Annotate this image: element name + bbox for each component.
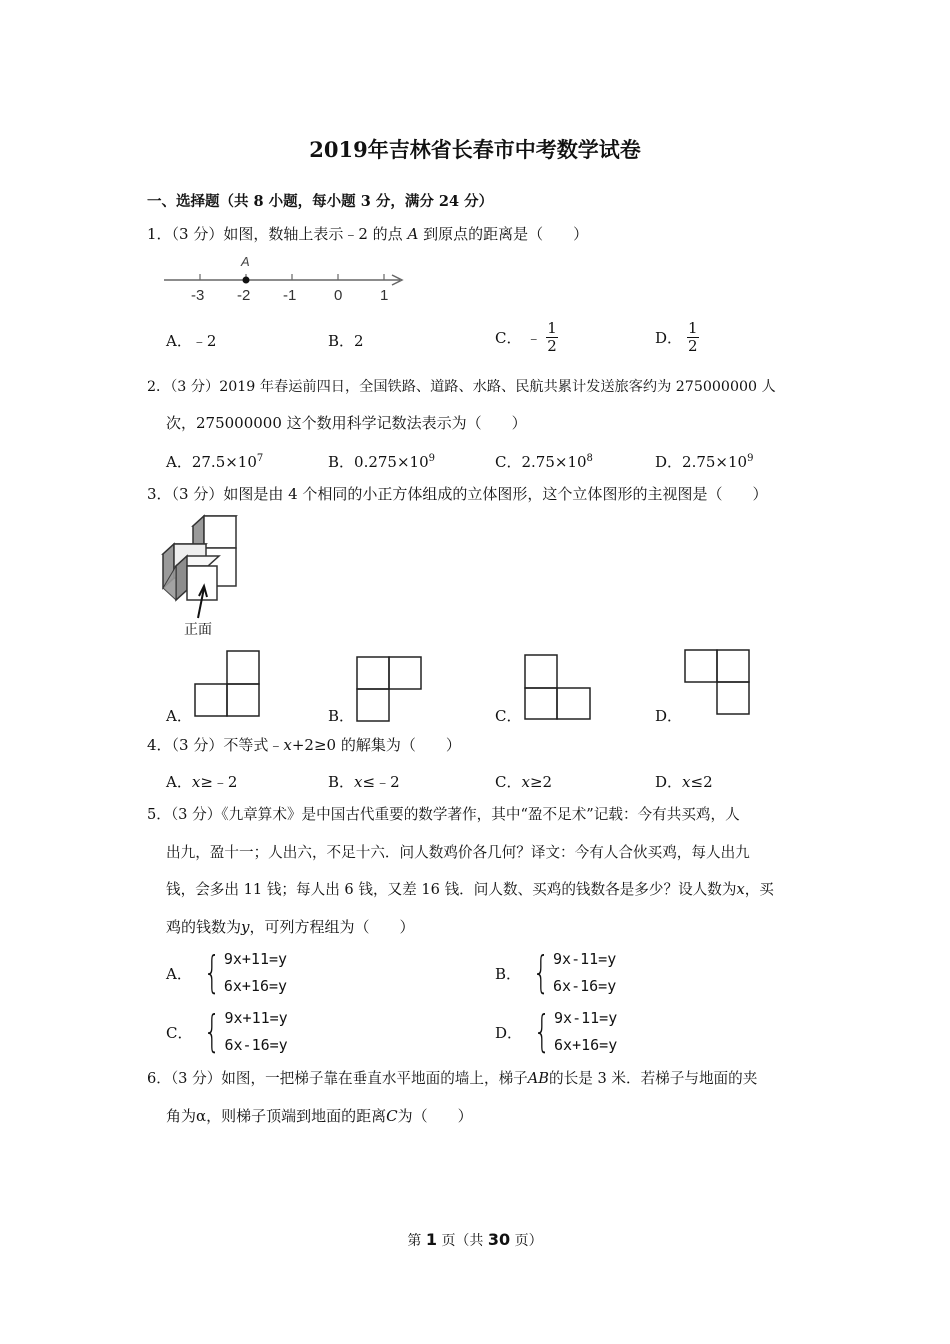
question-2-line-2: 次，275000000 这个数用科学记数法表示为（ ） (166, 414, 527, 432)
q5-c-eq-1: 9x+11=y (224, 1009, 288, 1027)
q2-option-c: C．$2.75\times 10^8$ (495, 453, 593, 471)
q5-a-eq-2: 6x+16=y (223, 977, 288, 995)
q5-option-a: A． { 9x+11=y 6x+16=y (166, 947, 288, 998)
q3-option-c: C． (495, 707, 522, 725)
q3-option-a: A． (166, 707, 192, 725)
q5-option-c: C． { 9x+11=y 6x-16=y (166, 1006, 288, 1057)
point-a-label: A (241, 254, 250, 269)
q4-option-d: D．x≤2 (655, 773, 713, 791)
q3-option-b: B． (328, 707, 355, 725)
q5-b-eq-1: 9x-11=y (553, 950, 617, 968)
q2-option-a: A．$27.5\times 10^7$ (166, 453, 264, 471)
page-number: 1 (425, 1230, 437, 1249)
page-footer: 第 1 页（共 30 页） (407, 1230, 543, 1249)
q3-option-c-figure (524, 654, 594, 724)
tick-label-minus-3: -3 (191, 287, 205, 304)
fraction-d: $\frac{1}{2}$ (688, 319, 698, 355)
number-line-figure (160, 254, 410, 304)
question-4-text: 4．（3 分）不等式﹣x+2≥0 的解集为（ ） (147, 736, 461, 754)
question-6-line-1: 6．（3 分）如图，一把梯子靠在垂直水平地面的墙上，梯子AB的长是 3 米．若梯子与地面的夹 (147, 1070, 758, 1087)
tick-label-1: 1 (380, 287, 389, 304)
tick-label-minus-2: -2 (237, 287, 251, 304)
front-label: 正面 (184, 622, 212, 638)
q5-b-eq-2: 6x-16=y (553, 977, 617, 995)
q4-option-c: C．x≥2 (495, 773, 553, 791)
q5-d-eq-1: 9x-11=y (554, 1009, 618, 1027)
cube-solid-figure (160, 514, 250, 639)
q3-option-a-figure (194, 650, 264, 720)
question-5-line-1: 5．（3 分）《九章算术》是中国古代重要的数学著作，其中“盈不足术”记载：今有共买鸡，人 (147, 806, 740, 823)
section-heading: 一、选择题（共 8 小题，每小题 3 分，满分 24 分） (147, 193, 494, 210)
q2-option-b: B．$0.275\times 10^9$ (328, 453, 435, 471)
question-5-line-4: 鸡的钱数为y，可列方程组为（ ） (166, 918, 415, 936)
q5-c-eq-2: 6x-16=y (224, 1036, 288, 1054)
q4-option-a: A．x≥﹣2 (166, 773, 238, 791)
page-total: 30 (487, 1230, 511, 1249)
question-1-text: 1．（3 分）如图，数轴上表示﹣2 的点 A 到原点的距离是（ ） (147, 225, 589, 243)
question-3-text: 3．（3 分）如图是由 4 个相同的小正方体组成的立体图形，这个立体图形的主视图是（ ） (147, 485, 768, 503)
q1-option-c: C． ﹣ $\frac{1}{2}$ (495, 319, 557, 355)
q1-option-a: A．﹣2 (166, 332, 217, 350)
q1-option-b: B．2 (328, 332, 364, 350)
q3-option-b-figure (356, 656, 426, 726)
q5-a-eq-1: 9x+11=y (223, 950, 288, 968)
tick-label-0: 0 (334, 287, 343, 304)
point-a-dot (243, 277, 250, 284)
question-5-line-3: 钱，会多出 11 钱；每人出 6 钱，又差 16 钱．问人数、买鸡的钱数各是多少？设人数为x，买 (166, 881, 774, 898)
q5-d-eq-2: 6x+16=y (554, 1036, 618, 1054)
question-5-line-2: 出九，盈十一；人出六，不足十六．问人数鸡价各几何？译文：今有人合伙买鸡，每人出九 (166, 844, 750, 861)
q5-option-b: B． { 9x-11=y 6x-16=y (495, 947, 617, 998)
q3-option-d: D． (655, 707, 683, 725)
q1-option-d: D． $\frac{1}{2}$ (655, 319, 698, 355)
q5-option-d: D． { 9x-11=y 6x+16=y (495, 1006, 618, 1057)
question-6-line-2: 角为α，则梯子顶端到地面的距离C为（ ） (166, 1107, 473, 1125)
question-2-line-1: 2．（3 分）2019 年春运前四日，全国铁路、道路、水路、民航共累计发送旅客约为 275000000 人 (147, 379, 776, 395)
q2-option-d: D．$2.75\times 10^9$ (655, 453, 754, 471)
fraction-c: $\frac{1}{2}$ (547, 319, 557, 355)
q3-option-d-figure (684, 649, 754, 719)
tick-label-minus-1: -1 (283, 287, 297, 304)
q4-option-b: B．x≤﹣2 (328, 773, 400, 791)
page-title: 2019年吉林省长春市中考数学试卷 (309, 137, 641, 162)
